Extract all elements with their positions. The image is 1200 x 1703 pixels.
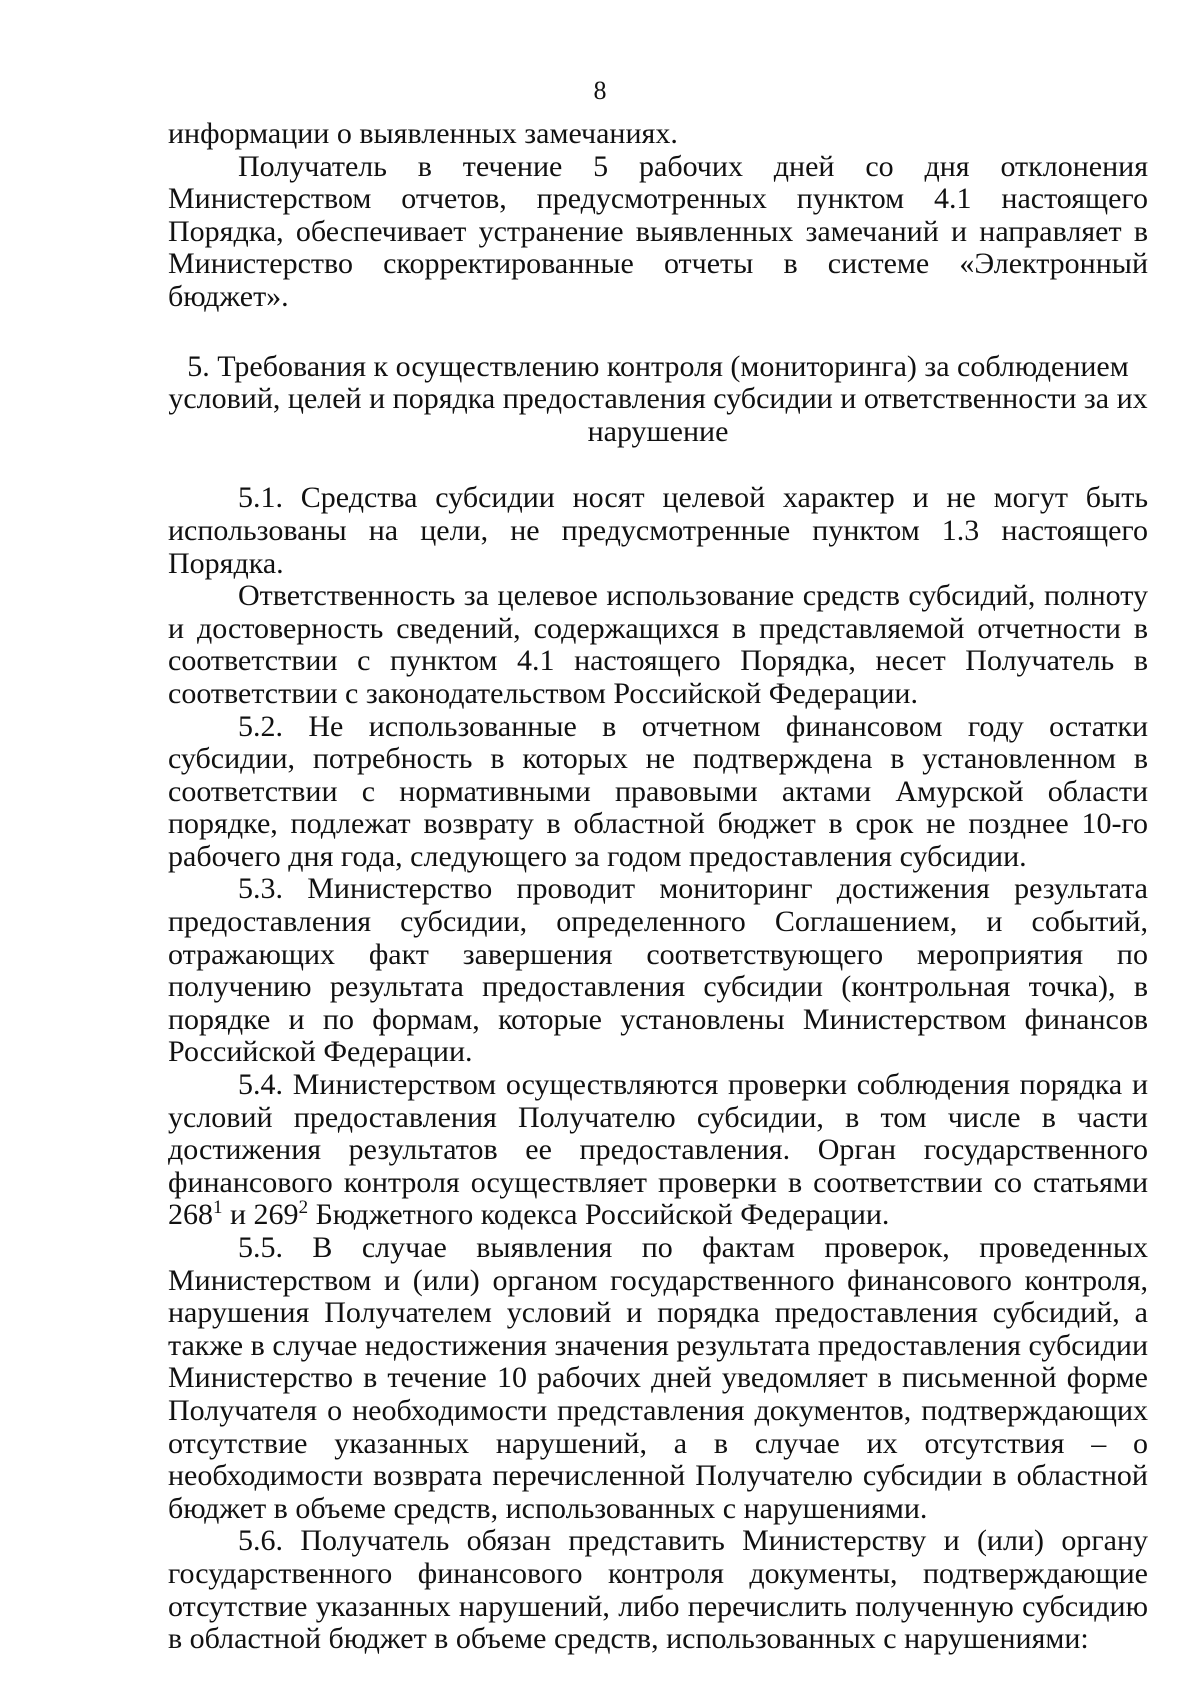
paragraph-5-6: 5.6. Получатель обязан представить Министерству и (или) органу государственного финансового контроля документы, подтверждающие отсутствие указанных нарушений, либо перечислить полученную субсидию в областной бюджет в объеме средств, использованных с нарушениями:	[168, 1524, 1148, 1656]
paragraph-5-2: 5.2. Не использованные в отчетном финансовом году остатки субсидии, потребность в которых не подтверждена в установленном в соответствии с нормативными правовыми актами Амурской области порядке, подлежат возврату в областной бюджет в срок не позднее 10-го рабочего дня года, следующего за годом предоставления субсидии.	[168, 709, 1148, 873]
paragraph-5-5: 5.5. В случае выявления по фактам проверок, проведенных Министерством и (или) органом государственного финансового контроля, нарушения Получателем условий и порядка предоставления субсидий, а также в случае недостижения значения результата предоставления субсидии Министерство в течение 10 рабочих дней уведомляет в письменной форме Получателя о необходимости представления документов, подтверждающих отсутствие указанных нарушений, а в случае их отсутствия – о необходимости возврата перечисленной Получателю субсидии в областной бюджет в объеме средств, использованных с нарушениями.	[168, 1231, 1148, 1525]
paragraph-continued-remarks: информации о выявленных замечаниях.	[168, 117, 678, 150]
paragraph-5-4-text-part-3: Бюджетного кодекса Российской Федерации.	[308, 1198, 890, 1232]
article-269-superscript: 2	[298, 1197, 309, 1219]
section-heading-control-requirements: 5. Требования к осуществлению контроля (мониторинга) за соблюдением условий, целей и порядка предоставления субсидии и ответственности за их нарушение	[168, 349, 1148, 448]
paragraph-5-4-text-part-1: 5.4. Министерством осуществляются проверки соблюдения порядка и условий предоставления Получателю субсидии, в том числе в части достижения результатов ее предоставления. Орган государственного финансового контроля осуществляет проверки в соответствии со статьями 268	[168, 1068, 1148, 1232]
paragraph-correction-deadline: Получатель в течение 5 рабочих дней со дня отклонения Министерством отчетов, предусмотренных пунктом 4.1 настоящего Порядка, обеспечивает устранение выявленных замечаний и направляет в Министерство скорректированные отчеты в системе «Электронный бюджет».	[168, 149, 1148, 313]
paragraph-responsibility: Ответственность за целевое использование средств субсидий, полноту и достоверность сведений, содержащихся в представляемой отчетности в соответствии с пунктом 4.1 настоящего Порядка, несет Получатель в соответствии с законодательством Российской Федерации.	[168, 579, 1148, 710]
document-body	[168, 118, 1148, 1656]
article-268-superscript: 1	[213, 1197, 223, 1219]
paragraph-5-4	[168, 1069, 1148, 1232]
paragraph-5-3: 5.3. Министерство проводит мониторинг достижения результата предоставления субсидии, определенного Соглашением, и событий, отражающих факт завершения соответствующего мероприятия по получению результата предоставления субсидии (контрольная точка), в порядке и по формам, которые установлены Министерством финансов Российской Федерации.	[168, 872, 1148, 1069]
paragraph-5-4-text-part-2: и 269	[222, 1198, 299, 1232]
paragraph-5-1: 5.1. Средства субсидии носят целевой характер и не могут быть использованы на цели, не предусмотренные пунктом 1.3 настоящего Порядка.	[168, 481, 1148, 580]
page-number: 8	[593, 76, 607, 105]
